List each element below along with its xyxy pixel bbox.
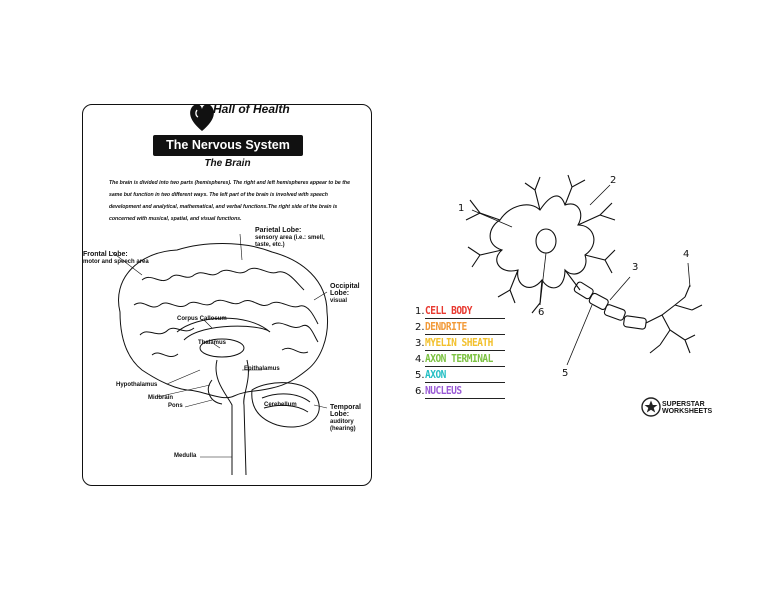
key-item-underline	[425, 334, 505, 335]
key-item-label: CELL BODY	[425, 305, 472, 318]
key-item-label: AXON	[425, 369, 446, 382]
cell-body-outline	[490, 196, 594, 288]
frontal-lobe-label: Frontal Lobe: motor and speech area	[83, 251, 149, 265]
key-item-number: 1.	[415, 306, 425, 317]
key-item-label: DENDRITE	[425, 321, 467, 334]
pons-label: Pons	[168, 403, 183, 409]
brainstem	[216, 360, 248, 475]
key-item	[415, 321, 505, 335]
corpus-callosum-label: Corpus Callosum	[177, 316, 227, 322]
superstar-star-icon	[641, 397, 661, 417]
key-item-underline	[425, 350, 505, 351]
key-item	[415, 337, 505, 351]
neuron-number-1: 1	[458, 203, 465, 214]
superstar-worksheets-brand: SUPERSTAR WORKSHEETS	[662, 401, 713, 415]
midbrain-label: Midbrain	[148, 395, 173, 401]
cerebellum-label: Cerebellum	[264, 402, 297, 408]
parietal-lobe-label: Parietal Lobe: sensory area (i.e.: smell, taste, etc.)	[255, 227, 325, 248]
key-item	[415, 353, 505, 367]
hall-of-health-logo: Hall of Health	[213, 102, 290, 116]
neuron-number-3: 3	[632, 262, 639, 273]
page-title: The Nervous System	[153, 135, 303, 156]
subtitle: The Brain	[204, 158, 251, 169]
neuron-number-4: 4	[683, 249, 690, 260]
key-item-label: AXON TERMINAL	[425, 353, 493, 366]
key-item-label: NUCLEUS	[425, 385, 462, 398]
key-item-underline	[425, 382, 505, 383]
key-item	[415, 305, 505, 319]
key-item	[415, 369, 505, 383]
key-item-underline	[425, 366, 505, 367]
key-item-number: 6.	[415, 386, 425, 397]
key-item-label: MYELIN SHEATH	[425, 337, 493, 350]
neuron-number-6: 6	[538, 307, 545, 318]
occipital-lobe-label: Occipital Lobe: visual	[330, 283, 360, 304]
temporal-lobe-label: Temporal Lobe: auditory (hearing)	[330, 404, 361, 432]
key-item-number: 5.	[415, 370, 425, 381]
key-item	[415, 385, 505, 399]
neuron-number-5: 5	[562, 368, 569, 379]
key-item-number: 4.	[415, 354, 425, 365]
intro-paragraph: The brain is divided into two parts (hemispheres). The right and left hemispheres appear to be the same but function in two different ways. The left part of the brain is involved with speech development and analytical, mathematical, and verbal functions.The right side of the brain is concerned with musical, spatial, and visual functions.	[109, 180, 350, 222]
thalamus-label: Thalamus	[198, 340, 227, 346]
medulla-label: Medulla	[174, 453, 197, 459]
key-item-number: 3.	[415, 338, 425, 349]
epithalamus-label: Epithalamus	[244, 366, 280, 372]
hypothalamus-label: Hypothalamus	[116, 382, 158, 388]
key-item-number: 2.	[415, 322, 425, 333]
heart-logo-icon	[188, 101, 216, 133]
key-item-underline	[425, 318, 505, 319]
axon-terminal-outline	[646, 285, 692, 345]
neuron-number-2: 2	[610, 175, 617, 186]
nucleus-shape	[536, 229, 556, 253]
key-item-underline	[425, 398, 505, 399]
